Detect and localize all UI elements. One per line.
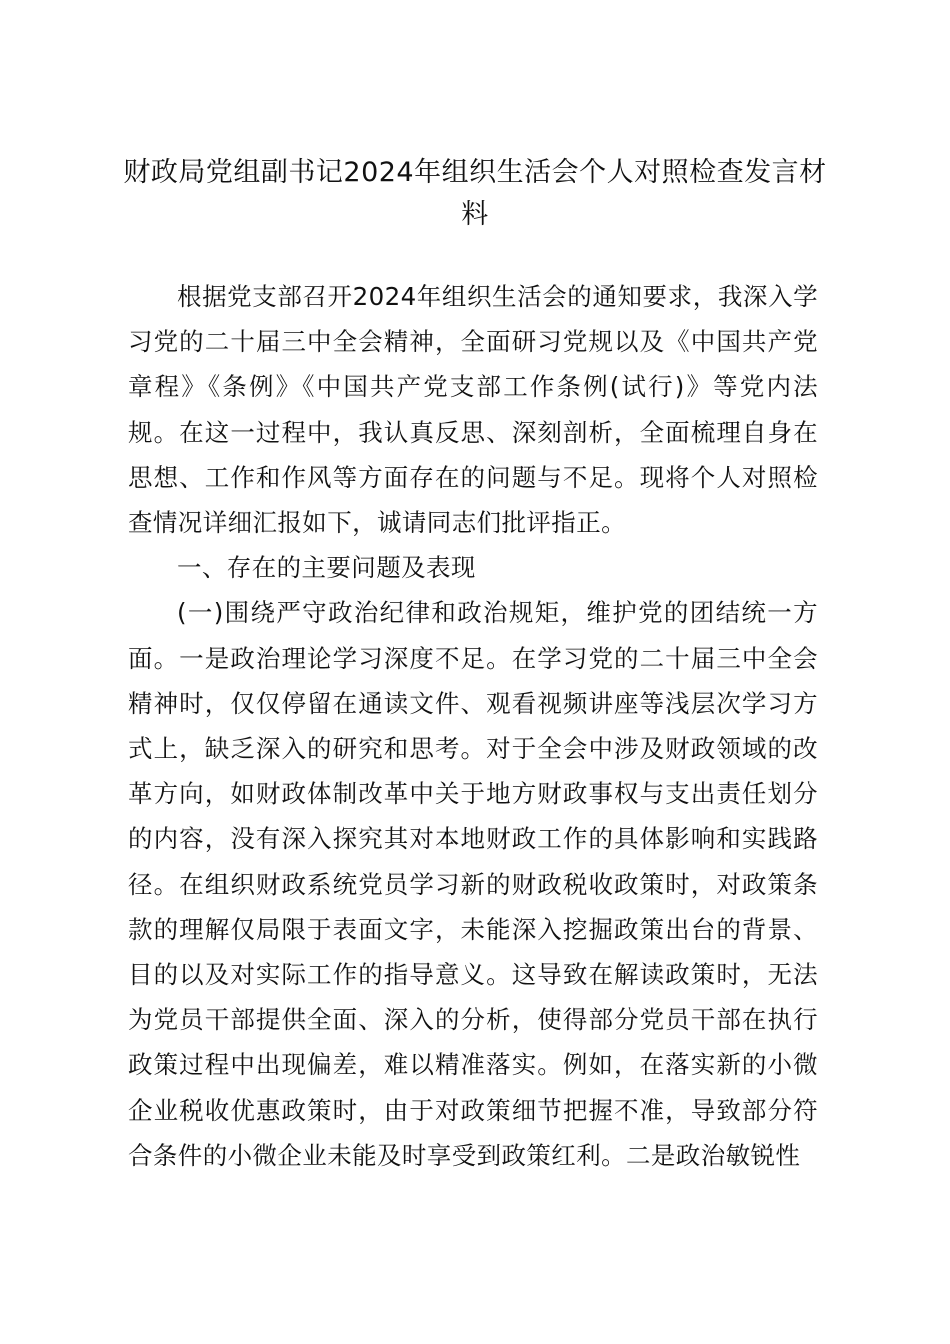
- intro-paragraph: 根据党支部召开2024年组织生活会的通知要求，我深入学习党的二十届三中全会精神，全面研习党规以及《中国共产党章程》《条例》《中国共产党支部工作条例(试行)》等党内法规。在这一过程中，我认真反思、深刻剖析，全面梳理自身在思想、工作和作风等方面存在的问题与不足。现将个人对照检查情况详细汇报如下，诚请同志们批评指正。: [128, 282, 818, 538]
- document-body: [128, 274, 818, 1178]
- section-heading: 一、存在的主要问题及表现: [177, 553, 476, 583]
- document-title: 财政局党组副书记2024年组织生活会个人对照检查发言材料: [123, 157, 827, 230]
- body-paragraph: (一)围绕严守政治纪律和政治规矩，维护党的团结统一方面。一是政治理论学习深度不足。在学习党的二十届三中全会精神时，仅仅停留在通读文件、观看视频讲座等浅层次学习方式上，缺乏深入的研究和思考。对于全会中涉及财政领域的改革方向，如财政体制改革中关于地方财政事权与支出责任划分的内容，没有深入探究其对本地财政工作的具体影响和实践路径。在组织财政系统党员学习新的财政税收政策时，对政策条款的理解仅局限于表面文字，未能深入挖掘政策出台的背景、目的以及对实际工作的指导意义。这导致在解读政策时，无法为党员干部提供全面、深入的分析，使得部分党员干部在执行政策过程中出现偏差，难以精准落实。例如，在落实新的小微企业税收优惠政策时，由于对政策细节把握不准，导致部分符合条件的小微企业未能及时享受到政策红利。二是政治敏锐性: [128, 598, 818, 1170]
